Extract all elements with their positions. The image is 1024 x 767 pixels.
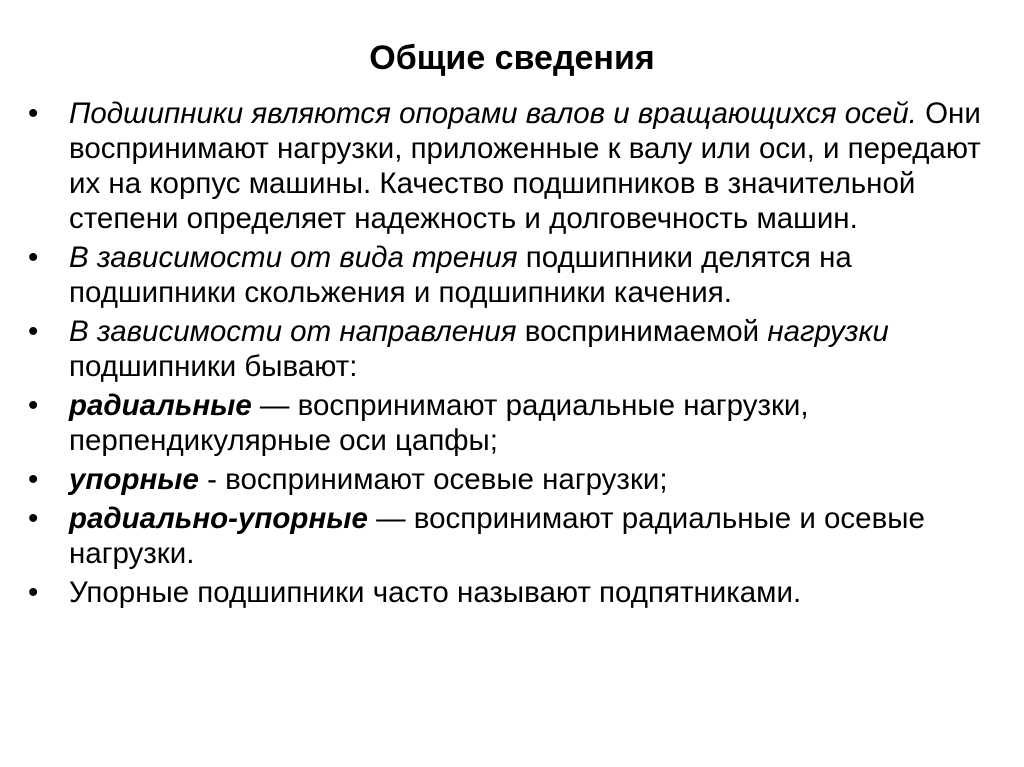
bullet-marker: • (28, 502, 39, 535)
bullet-body-text: Они воспринимают нагрузки, приложенные к валу или оси, и передают их на корпус машины. Качество подшипников в значительной степени определяет надежность и долговечность машин. (69, 97, 981, 235)
bullet-term: упорные (69, 463, 199, 496)
bullet-item-friction-type (28, 240, 988, 310)
bullet-marker: • (28, 97, 39, 130)
bullet-lead-text: В зависимости от вида трения (69, 241, 518, 274)
bullet-marker: • (28, 315, 39, 348)
bullet-marker: • (28, 576, 39, 609)
bullet-list (28, 96, 988, 614)
bullet-term: радиально-упорные (69, 502, 368, 535)
bullet-item-load-direction (28, 314, 988, 384)
bullet-lead-text-b: нагрузки (767, 315, 889, 348)
slide-title: Общие сведения (369, 39, 655, 77)
bullet-term: радиальные (69, 389, 252, 422)
bullet-body-text: — воспринимают радиальные нагрузки, перпендикулярные оси цапфы; (69, 389, 809, 457)
bullet-lead-text: В зависимости от направления (69, 315, 517, 348)
bullet-body-text: — воспринимают радиальные и осевые нагрузки. (69, 502, 925, 570)
bullet-body-text: подшипники бывают: (69, 350, 358, 383)
bullet-middle-text: воспринимаемой (516, 315, 768, 348)
bullet-body-text: подшипники делятся на подшипники скольжения и подшипники качения. (69, 241, 852, 309)
bullet-item-radial (28, 388, 988, 458)
bullet-marker: • (28, 241, 39, 274)
bullet-marker: • (28, 389, 39, 422)
bullet-lead-text: Подшипники являются опорами валов и вращающихся осей. (69, 97, 917, 130)
bullet-item-radial-thrust (28, 501, 988, 571)
bullet-marker: • (28, 463, 39, 496)
bullet-item-thrust (28, 462, 988, 497)
bullet-body-text: Упорные подшипники часто называют подпятниками. (69, 576, 802, 609)
bullet-item-bearings-definition (28, 96, 988, 236)
bullet-body-text: - воспринимают осевые нагрузки; (198, 463, 668, 496)
bullet-item-thrust-alias (28, 575, 988, 610)
